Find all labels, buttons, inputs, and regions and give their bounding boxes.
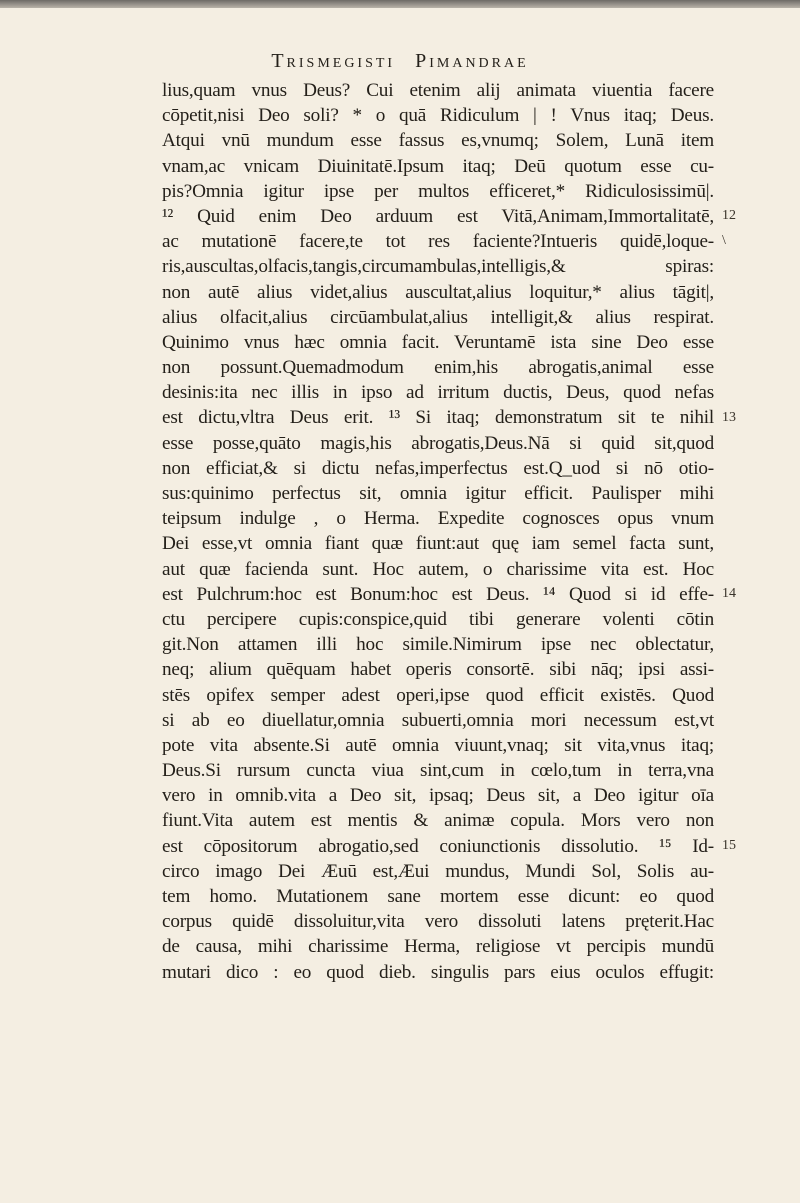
text-line: est Pulchrum:hoc est Bonum:hoc est Deus. ¹⁴ Quod si id effe-: [162, 583, 714, 605]
text-line: Quinimo vnus hæc omnia facit. Veruntamē ista sine Deo esse: [162, 331, 714, 353]
text-line: tem homo. Mutationem sane mortem esse dicunt: eo quod: [162, 886, 714, 907]
body-text: [162, 78, 714, 985]
text-line: cōpetit,nisi Deo soli? * o quā Ridiculum | ! Vnus itaq; Deus.: [162, 105, 714, 127]
text-line: non possunt.Quemadmodum enim,his abrogatis,animal esse: [162, 357, 714, 379]
text-line: git.Non attamen illi hoc simile.Nimirum ipse nec oblectatur,: [162, 634, 714, 656]
text-line: ac mutationē facere,te tot res faciente?Intueris quidē,loque-: [162, 231, 714, 253]
text-line: Atqui vnū mundum esse fassus es,vnumq; Solem, Lunā item: [162, 130, 714, 152]
text-line: mutari dico : eo quod dieb. singulis pars eius oculos effugit:: [162, 961, 714, 983]
text-line: lius,quam vnus Deus? Cui etenim alij animata viuentia facere: [162, 80, 714, 101]
running-header: [0, 50, 800, 73]
text-line: ctu percipere cupis:conspice,quid tibi generare volenti cōtin: [162, 608, 714, 630]
scan-edge: [0, 0, 800, 8]
text-line: si ab eo diuellatur,omnia subuerti,omnia mori necessum est,vt: [162, 709, 714, 731]
header-left: Trismegisti: [271, 50, 396, 72]
text-line: sus:quinimo perfectus sit, omnia igitur efficit. Paulisper mihi: [162, 483, 714, 504]
margin-note: 12: [722, 208, 736, 223]
text-line: stēs opifex semper adest operi,ipse quod efficit existēs. Quod: [162, 684, 714, 706]
text-line: Deus.Si rursum cuncta viua sint,cum in cœlo,tum in terra,vna: [162, 760, 714, 782]
text-line: ris,auscultas,olfacis,tangis,circumambulas,intelligis,& spiras:: [162, 256, 714, 278]
text-line: est cōpositorum abrogatio,sed coniunctionis dissolutio. ¹⁵ Id-: [162, 835, 714, 857]
text-line: circo imago Dei Æuū est,Æui mundus, Mundi Sol, Solis au-: [162, 860, 714, 882]
text-line: alius olfacit,alius circūambulat,alius intelligit,& alius respirat.: [162, 306, 714, 328]
margin-note: 13: [722, 409, 736, 425]
text-line: vnam,ac vnicam Diuinitatē.Ipsum itaq; Deū quotum esse cu-: [162, 155, 714, 177]
text-line: corpus quidē dissoluitur,vita vero dissoluti latens pręterit.Hac: [162, 911, 714, 933]
text-line: pis?Omnia igitur ipse per multos efficeret,* Ridiculosissimū|.: [162, 180, 714, 202]
margin-note: \: [722, 233, 726, 249]
text-line: neq; alium quēquam habet operis consortē. sibi nāq; ipsi assi-: [162, 659, 714, 681]
text-line: pote vita absente.Si autē omnia viuunt,vnaq; sit vita,vnus itaq;: [162, 734, 714, 756]
text-line: non autē alius videt,alius auscultat,alius loquitur,* alius tāgit|,: [162, 281, 714, 303]
margin-note: 15: [722, 838, 736, 853]
text-line: ¹² Quid enim Deo arduum est Vitā,Animam,Immortalitatē,: [162, 205, 714, 227]
margin-note: 14: [722, 586, 736, 601]
text-line: vero in omnib.vita a Deo sit, ipsaq; Deus sit, a Deo igitur oīa: [162, 785, 714, 807]
text-line: Dei esse,vt omnia fiant quæ fiunt:aut quę iam semel facta sunt,: [162, 533, 714, 555]
text-line: fiunt.Vita autem est mentis & animæ copula. Mors vero non: [162, 810, 714, 832]
text-line: est dictu,vltra Deus erit. ¹³ Si itaq; demonstratum sit te nihil: [162, 407, 714, 429]
text-line: esse posse,quāto magis,his abrogatis,Deus.Nā si quid sit,quod: [162, 432, 714, 454]
text-line: aut quæ facienda sunt. Hoc autem, o charissime vita est. Hoc: [162, 558, 714, 580]
text-line: de causa, mihi charissime Herma, religiose vt percipis mundū: [162, 936, 714, 958]
text-line: teipsum indulge , o Herma. Expedite cognosces opus vnum: [162, 508, 714, 530]
text-line: desinis:ita nec illis in ipso ad irritum ductis, Deus, quod nefas: [162, 382, 714, 404]
header-right: Pimandrae: [415, 50, 529, 72]
text-line: non efficiat,& si dictu nefas,imperfectus est.Q_uod si nō otio-: [162, 457, 714, 479]
